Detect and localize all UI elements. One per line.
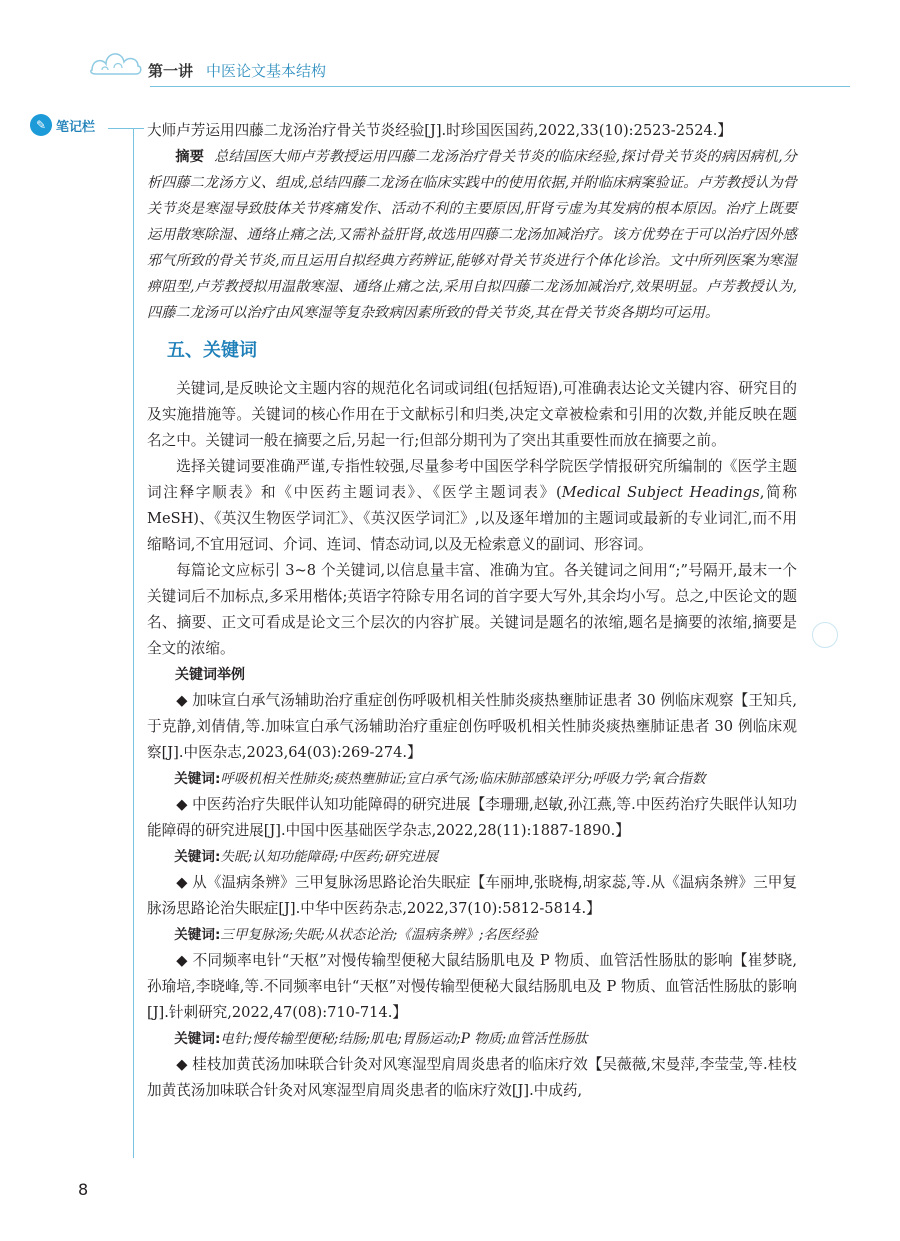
pencil-icon: ✎ [30, 114, 52, 136]
example-item-2: ◆ 中医药治疗失眠伴认知功能障碍的研究进展【李珊珊,赵敏,孙江燕,等.中医药治疗失眠伴认知功能障碍的研究进展[J].中国中医基础医学杂志,2022,28(11):1887-1890.】 [147, 796, 797, 839]
paragraph-selection-a: 选择关键词要准确严谨,专指性较强,尽量参考中国医学科学院医学情报研究所编制的《医学主题词注释字顺表》和《中医药主题词表》、《医学主题词表》( [147, 458, 797, 501]
keywords-text: 失眠;认知功能障碍;中医药;研究进展 [220, 849, 439, 865]
paragraph-selection-b: ,简称 MeSH)、《英汉生物医学词汇》、《英汉医学词汇》,以及逐年增加的主题词或最新的专业词汇,而不用缩略词,不宜用冠词、介词、连词、情态动词,以及无检索意义的副词、形容词。 [147, 484, 798, 553]
notes-label: 笔记栏 [56, 120, 96, 135]
keywords-text: 三甲复脉汤;失眠;从状态论治;《温病条辨》;名医经验 [220, 927, 538, 943]
notes-column-border [133, 128, 134, 1158]
section-title: 五、关键词 [167, 340, 257, 361]
chapter-title: 中医论文基本结构 [206, 62, 327, 80]
header-divider [150, 86, 850, 87]
keywords-label: 关键词: [174, 927, 221, 943]
example-item-5: ◆ 桂枝加黄芪汤加味联合针灸对风寒湿型肩周炎患者的临床疗效【吴薇薇,宋曼萍,李莹莹,等.桂枝加黄芪汤加味联合针灸对风寒湿型肩周炎患者的临床疗效[J].中成药, [147, 1056, 797, 1099]
keywords-label: 关键词: [174, 1031, 221, 1047]
mesh-title: Medical Subject Headings [561, 484, 760, 501]
side-watermark-icon [812, 622, 838, 648]
paragraph-count: 每篇论文应标引 3~8 个关键词,以信息量丰富、准确为宜。各关键词之间用“;”号隔开,最末一个关键词后不加标点,多采用楷体;英语字符除专用名词的首字要大写外,其余均小写。总之,中医论文的题名、摘要、正文可看成是论文三个层次的内容扩展。关键词是题名的浓缩,题名是摘要的浓缩,摘要是全文的浓缩。 [147, 562, 797, 657]
example-keywords-4 [147, 1026, 797, 1052]
example-item-1: ◆ 加味宣白承气汤辅助治疗重症创伤呼吸机相关性肺炎痰热壅肺证患者 30 例临床观察【王知兵,于克静,刘倩倩,等.加味宣白承气汤辅助治疗重症创伤呼吸机相关性肺炎痰热壅肺证患者 30 例临床观察[J].中医杂志,2023,64(03):269-274.】 [147, 692, 797, 761]
examples-heading: 关键词举例 [175, 667, 245, 683]
paragraph-definition: 关键词,是反映论文主题内容的规范化名词或词组(包括短语),可准确表达论文关键内容、研究目的及实施措施等。关键词的核心作用在于文献标引和归类,决定文章被检索和引用的次数,并能反映在题名之中。关键词一般在摘要之后,另起一行;但部分期刊为了突出其重要性而放在摘要之前。 [147, 380, 797, 449]
example-item-4: ◆ 不同频率电针“天枢”对慢传输型便秘大鼠结肠肌电及 P 物质、血管活性肠肽的影响【崔梦晓,孙瑜培,李晓峰,等.不同频率电针“天枢”对慢传输型便秘大鼠结肠肌电及 P 物质、血管活性肠肽的影响[J].针刺研究,2022,47(08):710-714.】 [147, 952, 797, 1021]
keywords-text: 电针;慢传输型便秘;结肠;肌电;胃肠运动;P 物质;血管活性肠肽 [220, 1031, 588, 1047]
example-item-3: ◆ 从《温病条辨》三甲复脉汤思路论治失眠症【车丽坤,张晓梅,胡家蕊,等.从《温病条辨》三甲复脉汤思路论治失眠症[J].中华中医药杂志,2022,37(10):5812-5814.】 [147, 874, 797, 917]
keywords-label: 关键词: [174, 849, 221, 865]
keywords-label: 关键词: [174, 771, 221, 787]
page-number: 8 [78, 1180, 89, 1199]
page-header [0, 0, 900, 100]
example-keywords-2 [147, 844, 797, 870]
abstract-label: 摘要 [175, 149, 205, 165]
chapter-number: 第一讲 [148, 62, 194, 80]
keywords-text: 呼吸机相关性肺炎;痰热壅肺证;宣白承气汤;临床肺部感染评分;呼吸力学;氧合指数 [220, 771, 706, 787]
abstract-text: 总结国医大师卢芳教授运用四藤二龙汤治疗骨关节炎的临床经验,探讨骨关节炎的病因病机,分析四藤二龙汤方义、组成,总结四藤二龙汤在临床实践中的使用依据,并附临床病案验证。卢芳教授认为骨关节炎是寒湿导致肢体关节疼痛发作、活动不利的主要原因,肝肾亏虚为其发病的根本原因。治疗上既要运用散寒除湿、通络止痛之法,又需补益肝肾,故选用四藤二龙汤加减治疗。该方优势在于可以治疗因外感邪气所致的骨关节炎,而且运用自拟经典方药辨证,能够对骨关节炎进行个体化诊治。文中所列医案为寒湿痹阻型,卢芳教授拟用温散寒湿、通络止痛之法,采用自拟四藤二龙汤加减治疗,效果明显。卢芳教授认为,四藤二龙汤可以治疗由风寒湿等复杂致病因素所致的骨关节炎,其在骨关节炎各期均可运用。 [147, 149, 797, 321]
cloud-ornament-icon [88, 40, 144, 80]
main-content [147, 118, 797, 1104]
reference-line: 大师卢芳运用四藤二龙汤治疗骨关节炎经验[J].时珍国医国药,2022,33(10):2523-2524.】 [147, 122, 733, 139]
abstract-paragraph [147, 144, 797, 326]
notes-divider [108, 128, 144, 129]
notes-column-tab [30, 114, 130, 138]
paragraph-selection [147, 454, 797, 558]
example-keywords-1 [147, 766, 797, 792]
example-keywords-3 [147, 922, 797, 948]
